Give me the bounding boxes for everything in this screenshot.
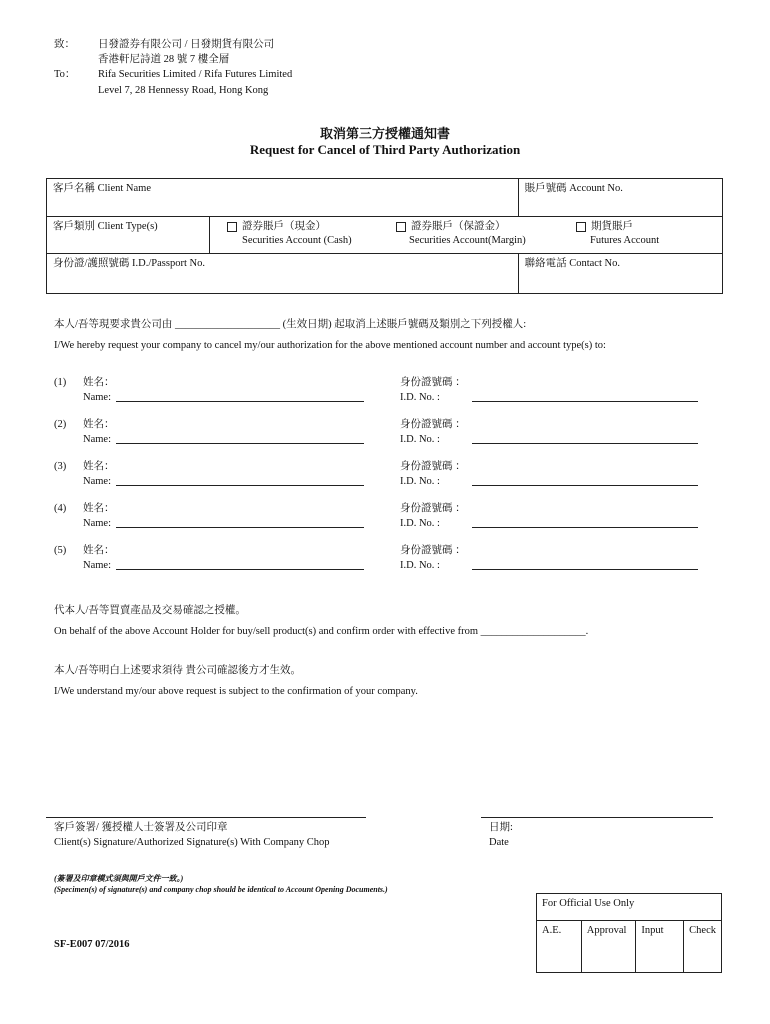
behalf-text-zh: 代本人/吾等買賣產品及交易確認之授權。	[54, 605, 246, 616]
check-cell: Check	[684, 921, 722, 973]
person-id-field[interactable]	[472, 443, 698, 444]
person-id-field[interactable]	[472, 485, 698, 486]
id-passport-cell[interactable]	[47, 254, 519, 294]
person-name-en: Name:	[83, 518, 111, 529]
person-name-field[interactable]	[116, 485, 364, 486]
to-label-zh: 致：	[54, 39, 75, 50]
checkbox-margin[interactable]	[396, 222, 406, 232]
person-id-zh: 身份證號碼 ：	[400, 377, 466, 388]
person-name-zh: 姓名：	[83, 503, 115, 514]
understand-text-zh: 本人/吾等明白上述要求須待 貴公司確認後方才生效。	[54, 665, 302, 676]
person-name-zh: 姓名：	[83, 545, 115, 556]
person-id-en: I.D. No. :	[400, 434, 440, 445]
person-id-zh: 身份證號碼 ：	[400, 419, 466, 430]
person-name-field[interactable]	[116, 401, 364, 402]
date-label-en: Date	[489, 837, 509, 848]
person-id-en: I.D. No. :	[400, 518, 440, 529]
title-zh: 取消第三方授權通知書	[319, 126, 450, 141]
person-number: (5)	[54, 545, 67, 556]
request-text-zh: 本人/吾等現要求貴公司由 ____________________ (生效日期) 起取消上述賬戶號碼及類別之下列授權人:	[54, 319, 527, 330]
person-name-zh: 姓名：	[83, 419, 115, 430]
checkbox-cash[interactable]	[227, 222, 237, 232]
date-line[interactable]	[481, 817, 713, 818]
account-no-cell[interactable]	[518, 179, 722, 217]
date-label-zh: 日期:	[489, 822, 513, 833]
option-margin[interactable]	[396, 220, 526, 248]
option-cash-en: Securities Account (Cash)	[242, 235, 352, 246]
person-name-field[interactable]	[116, 569, 364, 570]
person-id-en: I.D. No. :	[400, 392, 440, 403]
person-number: (3)	[54, 461, 67, 472]
client-type-options	[210, 217, 723, 254]
contact-no-label: 聯絡電話 Contact No.	[524, 258, 620, 269]
note-zh: (簽署及印章模式須與開戶文件一致。)	[54, 874, 184, 883]
client-type-label: 客戶類別 Client Type(s)	[53, 221, 158, 232]
client-info-table	[46, 178, 723, 294]
option-futures[interactable]	[576, 220, 659, 248]
id-passport-label: 身份證/護照號碼 I.D./Passport No.	[53, 258, 205, 269]
person-name-en: Name:	[83, 434, 111, 445]
address-zh-line-1: 日發證券有限公司 / 日發期貨有限公司	[98, 39, 275, 50]
address-en-line-2: Level 7, 28 Hennessy Road, Hong Kong	[98, 85, 269, 96]
option-futures-en: Futures Account	[590, 235, 660, 246]
person-id-en: I.D. No. :	[400, 476, 440, 487]
request-text-en: I/We hereby request your company to cancel my/our authorization for the above mentioned account number and account type(s) to:	[54, 340, 606, 351]
authorized-person-row	[54, 502, 714, 532]
title-en: Request for Cancel of Third Party Authorization	[249, 142, 521, 157]
official-use-title: For Official Use Only	[537, 894, 722, 921]
person-name-field[interactable]	[116, 527, 364, 528]
ae-cell: A.E.	[537, 921, 582, 973]
person-number: (2)	[54, 419, 67, 430]
official-use-table	[536, 893, 722, 973]
person-name-zh: 姓名：	[83, 377, 115, 388]
person-number: (4)	[54, 503, 67, 514]
option-futures-zh: 期貨賬戶	[591, 221, 633, 232]
behalf-text-en: On behalf of the above Account Holder for buy/sell product(s) and confirm order with effective from ____________________.	[54, 626, 589, 637]
person-id-field[interactable]	[472, 569, 698, 570]
contact-no-cell[interactable]	[518, 254, 722, 294]
person-name-en: Name:	[83, 476, 111, 487]
understand-text-en: I/We understand my/our above request is subject to the confirmation of your company.	[54, 686, 418, 697]
option-margin-en: Securities Account(Margin)	[409, 235, 526, 246]
signature-label-en: Client(s) Signature/Authorized Signature(s) With Company Chop	[54, 837, 330, 848]
address-en-line-1: Rifa Securities Limited / Rifa Futures Limited	[98, 69, 293, 80]
option-cash-zh: 證券賬戶（現金）	[242, 221, 326, 232]
person-number: (1)	[54, 377, 67, 388]
note-en: (Specimen(s) of signature(s) and company chop should be identical to Account Opening Documents.)	[54, 885, 388, 894]
client-name-cell[interactable]	[47, 179, 519, 217]
approval-cell: Approval	[581, 921, 636, 973]
signature-label-zh: 客戶簽署/ 獲授權人士簽署及公司印章	[54, 822, 228, 833]
checkbox-futures[interactable]	[576, 222, 586, 232]
person-id-field[interactable]	[472, 401, 698, 402]
account-no-label: 賬戶號碼 Account No.	[524, 183, 623, 194]
option-cash[interactable]	[227, 220, 352, 248]
option-margin-zh: 證券賬戶（保證金）	[411, 221, 506, 232]
person-id-zh: 身份證號碼 ：	[400, 461, 466, 472]
person-id-field[interactable]	[472, 527, 698, 528]
input-cell: Input	[636, 921, 684, 973]
person-id-en: I.D. No. :	[400, 560, 440, 571]
signature-line[interactable]	[46, 817, 366, 818]
address-zh-line-2: 香港軒尼詩道 28 號 7 樓全層	[98, 54, 230, 65]
authorized-person-row	[54, 376, 714, 406]
person-id-zh: 身份證號碼 ：	[400, 545, 466, 556]
form-code: SF-E007 07/2016	[54, 939, 130, 950]
person-name-zh: 姓名：	[83, 461, 115, 472]
client-name-label: 客戶名稱 Client Name	[53, 183, 151, 194]
authorized-person-row	[54, 418, 714, 448]
authorized-person-row	[54, 544, 714, 574]
person-name-en: Name:	[83, 392, 111, 403]
person-name-field[interactable]	[116, 443, 364, 444]
to-label-en: To：	[54, 69, 76, 80]
client-type-cell	[47, 217, 210, 254]
person-name-en: Name:	[83, 560, 111, 571]
authorized-person-row	[54, 460, 714, 490]
person-id-zh: 身份證號碼 ：	[400, 503, 466, 514]
